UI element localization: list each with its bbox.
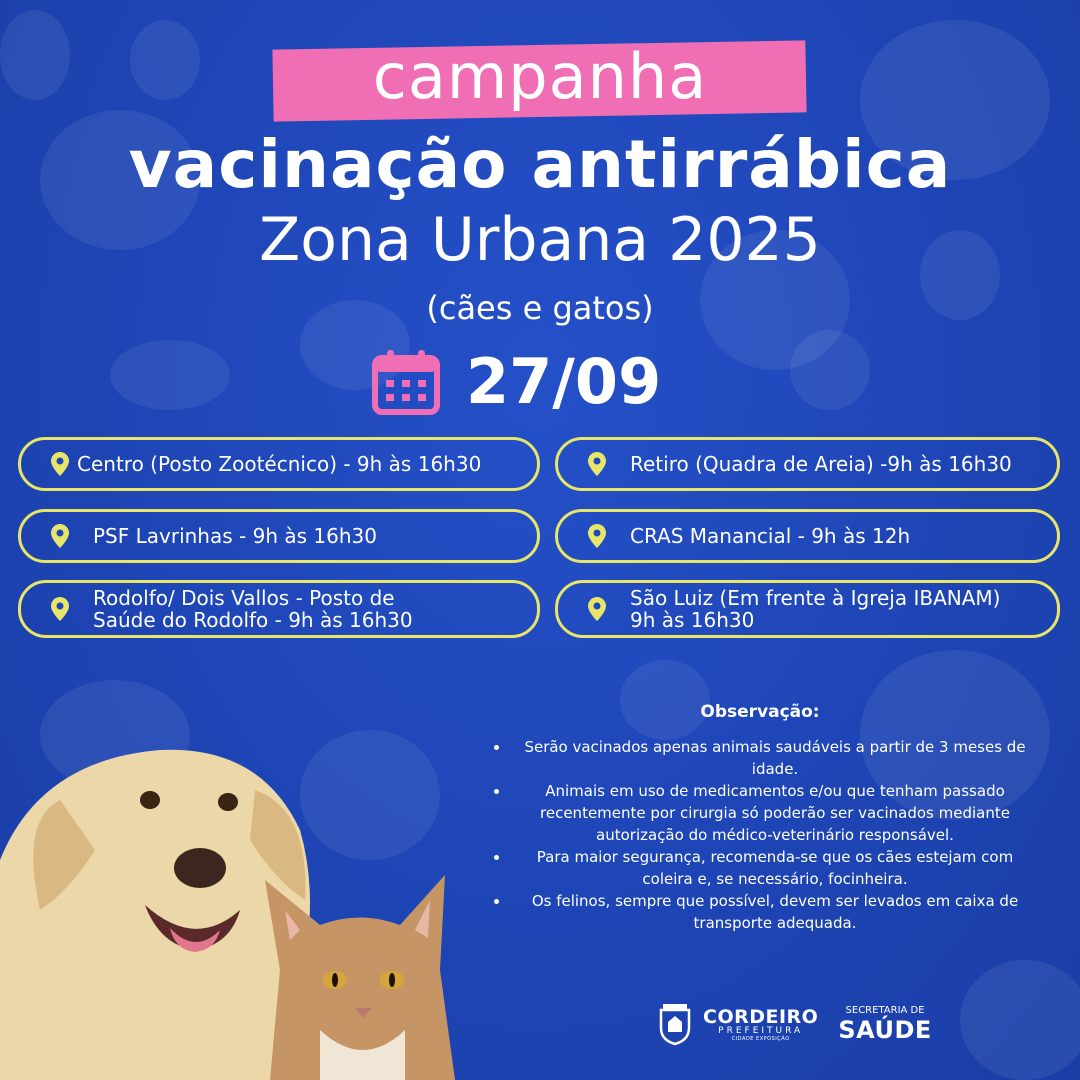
observation-item: • Os felinos, sempre que possível, devem ser levados em caixa de transporte adequada.	[510, 890, 1040, 934]
saude-label: SAÚDE	[838, 1015, 932, 1044]
observation-item: • Para maior segurança, recomenda-se que os cães estejam com coleira e, se necessário, focinheira.	[510, 846, 1040, 890]
location-item	[555, 509, 1060, 563]
calendar-icon	[372, 349, 440, 415]
location-item	[18, 509, 540, 563]
location-text: CRAS Manancial - 9h às 12h	[630, 524, 911, 548]
brand-name: CORDEIRO	[703, 1006, 819, 1028]
location-pin-icon	[588, 597, 606, 621]
event-date	[372, 345, 661, 418]
observation-item: • Serão vacinados apenas animais saudáveis a partir de 3 meses de idade.	[510, 736, 1040, 780]
location-item	[555, 580, 1060, 638]
location-text: PSF Lavrinhas - 9h às 16h30	[93, 524, 377, 548]
location-pin-icon	[51, 524, 69, 548]
location-text: Rodolfo/ Dois Vallos - Posto de Saúde do Rodolfo - 9h às 16h30	[93, 586, 413, 632]
page-title: vacinação antirrábica	[128, 126, 952, 203]
observation-section	[480, 702, 1040, 934]
observation-list	[480, 736, 1040, 934]
location-text: Centro (Posto Zootécnico) - 9h às 16h30	[77, 452, 482, 476]
location-pin-icon	[51, 452, 69, 476]
cat-illustration	[265, 875, 455, 1080]
city-crest-icon	[657, 1002, 693, 1046]
location-pin-icon	[51, 597, 69, 621]
secretaria-logo	[838, 1005, 931, 1044]
campaign-label: campanha	[372, 40, 708, 113]
dog-and-cat-photo	[0, 740, 470, 1080]
species-note: (cães e gatos)	[426, 289, 654, 327]
page-subtitle: Zona Urbana 2025	[259, 205, 821, 275]
location-item	[18, 437, 540, 491]
prefeitura-logo	[703, 1006, 818, 1042]
location-item	[555, 437, 1060, 491]
date-text: 27/09	[466, 345, 662, 418]
brand-sub: PREFEITURA	[718, 1026, 804, 1036]
location-text: Retiro (Quadra de Areia) -9h às 16h30	[630, 452, 1012, 476]
location-item	[18, 580, 540, 638]
location-pin-icon	[588, 524, 606, 548]
observation-title: Observação:	[700, 702, 820, 722]
observation-item: • Animais em uso de medicamentos e/ou que tenham passado recentemente por cirurgia só poderão ser vacinados mediante autorização do médico-veterinário responsável.	[510, 780, 1040, 846]
brand-tagline: CIDADE EXPOSIÇÃO	[731, 1036, 790, 1042]
footer-logos	[657, 1002, 932, 1046]
secretaria-label: SECRETARIA DE	[845, 1004, 925, 1016]
location-text: São Luiz (Em frente à Igreja IBANAM) 9h às 16h30	[630, 586, 1001, 632]
location-pin-icon	[588, 452, 606, 476]
